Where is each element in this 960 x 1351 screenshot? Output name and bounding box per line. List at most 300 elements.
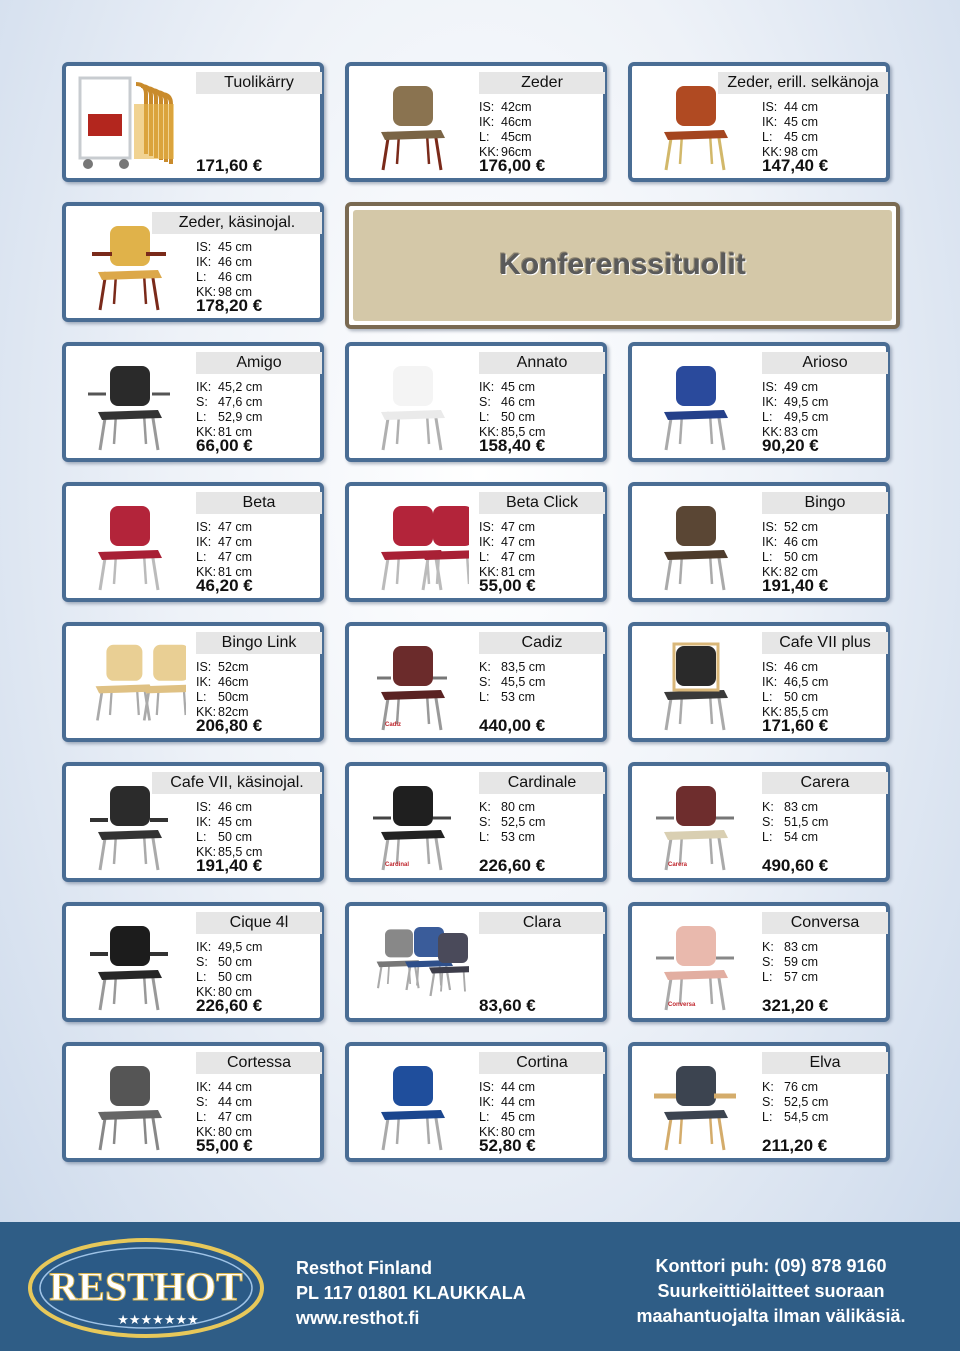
spec-value: 80 cm — [501, 1125, 536, 1139]
product-price: 147,40 € — [762, 156, 829, 175]
spec-value: 52,5 cm — [501, 815, 546, 829]
spec-value: 54 cm — [784, 830, 819, 844]
product-price: 178,20 € — [196, 296, 263, 315]
spec-key: KK: — [479, 425, 500, 439]
footer — [0, 1222, 960, 1351]
website-link[interactable]: www.resthot.fi — [296, 1308, 420, 1328]
spec-key: L: — [196, 690, 207, 704]
product-name: Cortina — [479, 1052, 605, 1074]
spec-value: 45 cm — [218, 240, 253, 254]
product-price: 226,60 € — [196, 996, 263, 1015]
spec-row — [762, 100, 818, 115]
spec-key: IK: — [762, 675, 778, 689]
spec-key: IK: — [196, 940, 212, 954]
spec-key: KK: — [196, 425, 217, 439]
spec-value: 46 cm — [218, 255, 253, 269]
product-price: 46,20 € — [196, 576, 253, 595]
product-name: Cortessa — [196, 1052, 322, 1074]
spec-key: IK: — [479, 1095, 495, 1109]
product-price: 440,00 € — [479, 716, 546, 735]
spec-value: 81 cm — [501, 565, 536, 579]
spec-row — [196, 800, 262, 815]
product-image — [74, 354, 186, 454]
spec-value: 44 cm — [784, 100, 819, 114]
spec-value: 49,5 cm — [784, 395, 829, 409]
product-image — [74, 74, 186, 174]
product-specs — [479, 100, 532, 160]
spec-row — [196, 550, 252, 565]
product-card[interactable] — [345, 1042, 607, 1162]
product-price: 191,40 € — [762, 576, 829, 595]
product-image — [357, 634, 469, 734]
product-image — [357, 1054, 469, 1154]
spec-row — [762, 940, 818, 955]
spec-row — [762, 955, 818, 970]
spec-key: IS: — [762, 380, 778, 394]
spec-row — [479, 830, 545, 845]
spec-row — [196, 955, 262, 970]
spec-row — [762, 410, 828, 425]
product-price: 90,20 € — [762, 436, 819, 455]
spec-row — [762, 690, 828, 705]
spec-value: 45 cm — [218, 815, 253, 829]
product-card[interactable] — [345, 902, 607, 1022]
product-card[interactable] — [345, 622, 607, 742]
spec-key: K: — [762, 1080, 774, 1094]
product-card[interactable] — [628, 902, 890, 1022]
product-price: 55,00 € — [196, 1136, 253, 1155]
spec-value: 46cm — [501, 115, 532, 129]
spec-value: 45 cm — [501, 380, 536, 394]
product-name: Cique 4l — [196, 912, 322, 934]
spec-value: 83 cm — [784, 800, 819, 814]
product-price: 211,20 € — [762, 1136, 828, 1155]
company-name: Resthot Finland — [296, 1258, 432, 1278]
spec-value: 52,9 cm — [218, 410, 263, 424]
product-name: Zeder, käsinojal. — [152, 212, 322, 234]
product-specs — [479, 800, 545, 845]
product-card[interactable] — [628, 1042, 890, 1162]
spec-key: L: — [196, 970, 207, 984]
spec-value: 53 cm — [501, 830, 536, 844]
spec-key: KK: — [479, 1125, 500, 1139]
spec-key: K: — [479, 660, 491, 674]
spec-row — [762, 830, 828, 845]
spec-key: IK: — [762, 395, 778, 409]
spec-key: IS: — [196, 520, 212, 534]
spec-value: 46 cm — [218, 270, 253, 284]
spec-key: L: — [196, 410, 207, 424]
spec-value: 45 cm — [784, 130, 819, 144]
spec-value: 47 cm — [501, 550, 536, 564]
spec-row — [762, 970, 818, 985]
logo-stars: ★★★★★★★ — [117, 1313, 199, 1328]
spec-value: 44 cm — [501, 1080, 536, 1094]
spec-key: IS: — [479, 520, 495, 534]
spec-key: S: — [196, 395, 208, 409]
spec-key: L: — [479, 690, 490, 704]
spec-key: KK: — [479, 565, 500, 579]
spec-value: 52,5 cm — [784, 1095, 829, 1109]
company-address — [296, 1256, 526, 1331]
spec-key: L: — [762, 970, 773, 984]
spec-value: 51,5 cm — [784, 815, 829, 829]
spec-key: L: — [196, 550, 207, 564]
spec-row — [196, 690, 249, 705]
product-card[interactable] — [62, 482, 324, 602]
spec-value: 80 cm — [501, 800, 536, 814]
spec-key: IK: — [196, 1080, 212, 1094]
product-image — [74, 1054, 186, 1154]
product-image — [357, 774, 469, 874]
spec-row — [196, 255, 252, 270]
spec-key: L: — [762, 830, 773, 844]
product-name: Beta — [196, 492, 322, 514]
spec-key: L: — [196, 270, 207, 284]
spec-key: IS: — [762, 100, 778, 114]
spec-value: 44 cm — [218, 1080, 253, 1094]
product-name: Arioso — [762, 352, 888, 374]
spec-value: 98 cm — [218, 285, 253, 299]
spec-key: IS: — [196, 800, 212, 814]
spec-key: K: — [762, 940, 774, 954]
product-card[interactable] — [62, 342, 324, 462]
spec-row — [479, 130, 532, 145]
spec-key: KK: — [762, 145, 783, 159]
spec-row — [479, 535, 535, 550]
spec-row — [479, 410, 545, 425]
spec-row — [196, 1095, 252, 1110]
spec-row — [196, 380, 262, 395]
spec-value: 45 cm — [784, 115, 819, 129]
product-name: Bingo — [762, 492, 888, 514]
product-specs — [196, 940, 262, 1000]
spec-value: 96cm — [501, 145, 532, 159]
spec-value: 44 cm — [218, 1095, 253, 1109]
product-card[interactable] — [62, 1042, 324, 1162]
spec-key: S: — [196, 1095, 208, 1109]
spec-value: 47 cm — [501, 520, 536, 534]
slogan-line-1: Suurkeittiölaitteet suoraan — [657, 1281, 885, 1301]
product-specs — [196, 660, 249, 720]
spec-key: KK: — [196, 705, 217, 719]
spec-key: L: — [479, 130, 490, 144]
spec-key: S: — [762, 1095, 774, 1109]
product-card[interactable] — [62, 622, 324, 742]
spec-row — [196, 270, 252, 285]
spec-row — [762, 1110, 828, 1125]
spec-row — [479, 380, 545, 395]
spec-value: 50 cm — [218, 830, 253, 844]
spec-row — [762, 520, 818, 535]
product-image — [74, 494, 186, 594]
product-card[interactable] — [345, 62, 607, 182]
spec-value: 59 cm — [784, 955, 819, 969]
product-specs — [762, 800, 828, 845]
spec-key: KK: — [196, 1125, 217, 1139]
product-name: Zeder, erill. selkänoja — [718, 72, 888, 94]
spec-key: S: — [196, 955, 208, 969]
spec-row — [196, 520, 252, 535]
spec-value: 44 cm — [501, 1095, 536, 1109]
spec-row — [479, 115, 532, 130]
product-image — [357, 74, 469, 174]
spec-row — [479, 690, 545, 705]
spec-value: 47 cm — [218, 520, 253, 534]
product-name: Cafe VII plus — [762, 632, 888, 654]
spec-value: 54,5 cm — [784, 1110, 829, 1124]
product-name: Cadiz — [479, 632, 605, 654]
spec-value: 85,5 cm — [218, 845, 263, 859]
spec-key: KK: — [196, 985, 217, 999]
product-image — [640, 914, 752, 1014]
product-price: 226,60 € — [479, 856, 546, 875]
product-price: 171,60 € — [762, 716, 829, 735]
spec-value: 50 cm — [784, 550, 819, 564]
product-specs — [762, 380, 828, 440]
spec-key: IK: — [762, 115, 778, 129]
spec-key: L: — [479, 410, 490, 424]
product-image — [74, 914, 186, 1014]
product-name: Tuolikärry — [196, 72, 322, 94]
product-name: Elva — [762, 1052, 888, 1074]
spec-row — [196, 395, 262, 410]
spec-value: 80 cm — [218, 1125, 253, 1139]
spec-row — [762, 1080, 828, 1095]
spec-key: IK: — [762, 535, 778, 549]
spec-row — [762, 815, 828, 830]
product-image — [640, 354, 752, 454]
spec-key: S: — [479, 395, 491, 409]
spec-row — [196, 940, 262, 955]
spec-row — [479, 800, 545, 815]
spec-key: KK: — [762, 565, 783, 579]
spec-value: 50 cm — [218, 955, 253, 969]
spec-key: IK: — [196, 380, 212, 394]
spec-value: 45 cm — [501, 1110, 536, 1124]
product-name: Zeder — [479, 72, 605, 94]
spec-key: IK: — [479, 535, 495, 549]
spec-row — [762, 535, 818, 550]
spec-key: IK: — [479, 380, 495, 394]
image-caption: Cadiz — [385, 722, 402, 728]
product-image — [640, 774, 752, 874]
product-specs — [762, 940, 818, 985]
spec-value: 46 cm — [784, 535, 819, 549]
product-price: 321,20 € — [762, 996, 829, 1015]
spec-key: L: — [762, 550, 773, 564]
spec-row — [196, 1110, 252, 1125]
spec-value: 81 cm — [218, 565, 253, 579]
product-image — [357, 914, 469, 1014]
product-specs — [196, 380, 262, 440]
spec-row — [479, 1095, 535, 1110]
phone-number: Konttori puh: (09) 878 9160 — [655, 1256, 887, 1276]
section-title: Konferenssituolit — [499, 248, 746, 281]
spec-row — [196, 815, 262, 830]
spec-row — [479, 520, 535, 535]
spec-value: 83 cm — [784, 425, 819, 439]
product-name: Cardinale — [479, 772, 605, 794]
product-name: Annato — [479, 352, 605, 374]
spec-value: 42cm — [501, 100, 532, 114]
spec-row — [479, 395, 545, 410]
spec-row — [762, 395, 828, 410]
spec-value: 80 cm — [218, 985, 253, 999]
spec-key: KK: — [196, 845, 217, 859]
spec-value: 81 cm — [218, 425, 253, 439]
spec-row — [196, 1080, 252, 1095]
spec-key: IS: — [479, 1080, 495, 1094]
spec-key: KK: — [762, 705, 783, 719]
spec-value: 82cm — [218, 705, 249, 719]
spec-key: L: — [479, 550, 490, 564]
product-card[interactable] — [628, 482, 890, 602]
spec-key: L: — [196, 830, 207, 844]
spec-value: 50 cm — [784, 690, 819, 704]
product-card[interactable] — [62, 902, 324, 1022]
spec-key: IK: — [196, 815, 212, 829]
spec-key: K: — [762, 800, 774, 814]
spec-row — [196, 970, 262, 985]
spec-value: 46 cm — [218, 800, 253, 814]
product-specs — [196, 800, 262, 860]
spec-key: IK: — [196, 675, 212, 689]
spec-row — [762, 800, 828, 815]
section-banner — [345, 202, 900, 329]
product-card[interactable] — [62, 762, 324, 882]
product-image — [357, 354, 469, 454]
product-image — [357, 494, 469, 594]
spec-row — [762, 115, 818, 130]
product-card[interactable] — [345, 762, 607, 882]
product-price: 490,60 € — [762, 856, 829, 875]
spec-row — [479, 815, 545, 830]
product-price: 55,00 € — [479, 576, 536, 595]
product-price: 52,80 € — [479, 1136, 536, 1155]
spec-value: 45,5 cm — [501, 675, 546, 689]
product-price: 158,40 € — [479, 436, 546, 455]
product-price: 176,00 € — [479, 156, 546, 175]
spec-row — [762, 1095, 828, 1110]
spec-key: S: — [479, 675, 491, 689]
spec-value: 49,5 cm — [784, 410, 829, 424]
postal-address: PL 117 01801 KLAUKKALA — [296, 1283, 526, 1303]
spec-value: 46cm — [218, 675, 249, 689]
spec-row — [762, 675, 828, 690]
spec-value: 85,5 cm — [784, 705, 829, 719]
product-specs — [762, 1080, 828, 1125]
spec-value: 47 cm — [218, 1110, 253, 1124]
product-card[interactable] — [62, 202, 324, 322]
spec-key: S: — [762, 815, 774, 829]
spec-value: 76 cm — [784, 1080, 819, 1094]
spec-value: 47 cm — [218, 535, 253, 549]
product-name: Bingo Link — [196, 632, 322, 654]
spec-row — [479, 660, 545, 675]
product-name: Carera — [762, 772, 888, 794]
spec-key: KK: — [196, 565, 217, 579]
product-specs — [762, 660, 828, 720]
product-image — [74, 634, 186, 734]
product-specs — [762, 520, 818, 580]
product-card[interactable] — [628, 62, 890, 182]
spec-row — [196, 830, 262, 845]
spec-value: 47 cm — [218, 550, 253, 564]
spec-value: 49,5 cm — [218, 940, 263, 954]
spec-value: 83 cm — [784, 940, 819, 954]
spec-value: 82 cm — [784, 565, 819, 579]
spec-key: IS: — [762, 660, 778, 674]
spec-row — [479, 100, 532, 115]
product-price: 66,00 € — [196, 436, 253, 455]
spec-key: L: — [196, 1110, 207, 1124]
spec-value: 46 cm — [784, 660, 819, 674]
spec-key: IS: — [762, 520, 778, 534]
spec-row — [479, 1110, 535, 1125]
spec-key: L: — [479, 830, 490, 844]
spec-value: 46,5 cm — [784, 675, 829, 689]
product-card[interactable] — [628, 622, 890, 742]
product-card[interactable] — [628, 762, 890, 882]
product-price: 206,80 € — [196, 716, 263, 735]
spec-value: 83,5 cm — [501, 660, 546, 674]
product-price: 171,60 € — [196, 156, 263, 175]
spec-value: 49 cm — [784, 380, 819, 394]
image-caption: Carera — [668, 862, 688, 868]
product-card[interactable] — [628, 342, 890, 462]
spec-value: 53 cm — [501, 690, 536, 704]
spec-value: 52cm — [218, 660, 249, 674]
spec-value: 45cm — [501, 130, 532, 144]
spec-row — [762, 130, 818, 145]
spec-value: 50cm — [218, 690, 249, 704]
product-name: Cafe VII, käsinojal. — [152, 772, 322, 794]
spec-row — [479, 675, 545, 690]
product-price: 191,40 € — [196, 856, 263, 875]
spec-row — [762, 550, 818, 565]
image-caption: Conversa — [668, 1002, 696, 1008]
spec-key: IK: — [196, 255, 212, 269]
spec-value: 85,5 cm — [501, 425, 546, 439]
product-card[interactable] — [62, 62, 324, 182]
spec-row — [762, 380, 828, 395]
spec-value: 52 cm — [784, 520, 819, 534]
spec-key: L: — [479, 1110, 490, 1124]
product-image — [640, 494, 752, 594]
spec-row — [479, 550, 535, 565]
spec-row — [762, 660, 828, 675]
spec-key: L: — [762, 130, 773, 144]
spec-key: IS: — [479, 100, 495, 114]
contact-info — [596, 1254, 946, 1329]
spec-key: IS: — [196, 660, 212, 674]
spec-value: 98 cm — [784, 145, 819, 159]
product-specs — [196, 1080, 252, 1140]
spec-value: 50 cm — [501, 410, 536, 424]
spec-value: 46 cm — [501, 395, 536, 409]
spec-row — [196, 410, 262, 425]
spec-value: 57 cm — [784, 970, 819, 984]
product-name: Conversa — [762, 912, 888, 934]
spec-value: 47,6 cm — [218, 395, 263, 409]
spec-value: 50 cm — [218, 970, 253, 984]
product-card[interactable] — [345, 482, 607, 602]
product-card[interactable] — [345, 342, 607, 462]
logo-text: RESTHOT — [49, 1264, 243, 1309]
image-caption: Cardinal — [385, 862, 410, 868]
product-name: Amigo — [196, 352, 322, 374]
